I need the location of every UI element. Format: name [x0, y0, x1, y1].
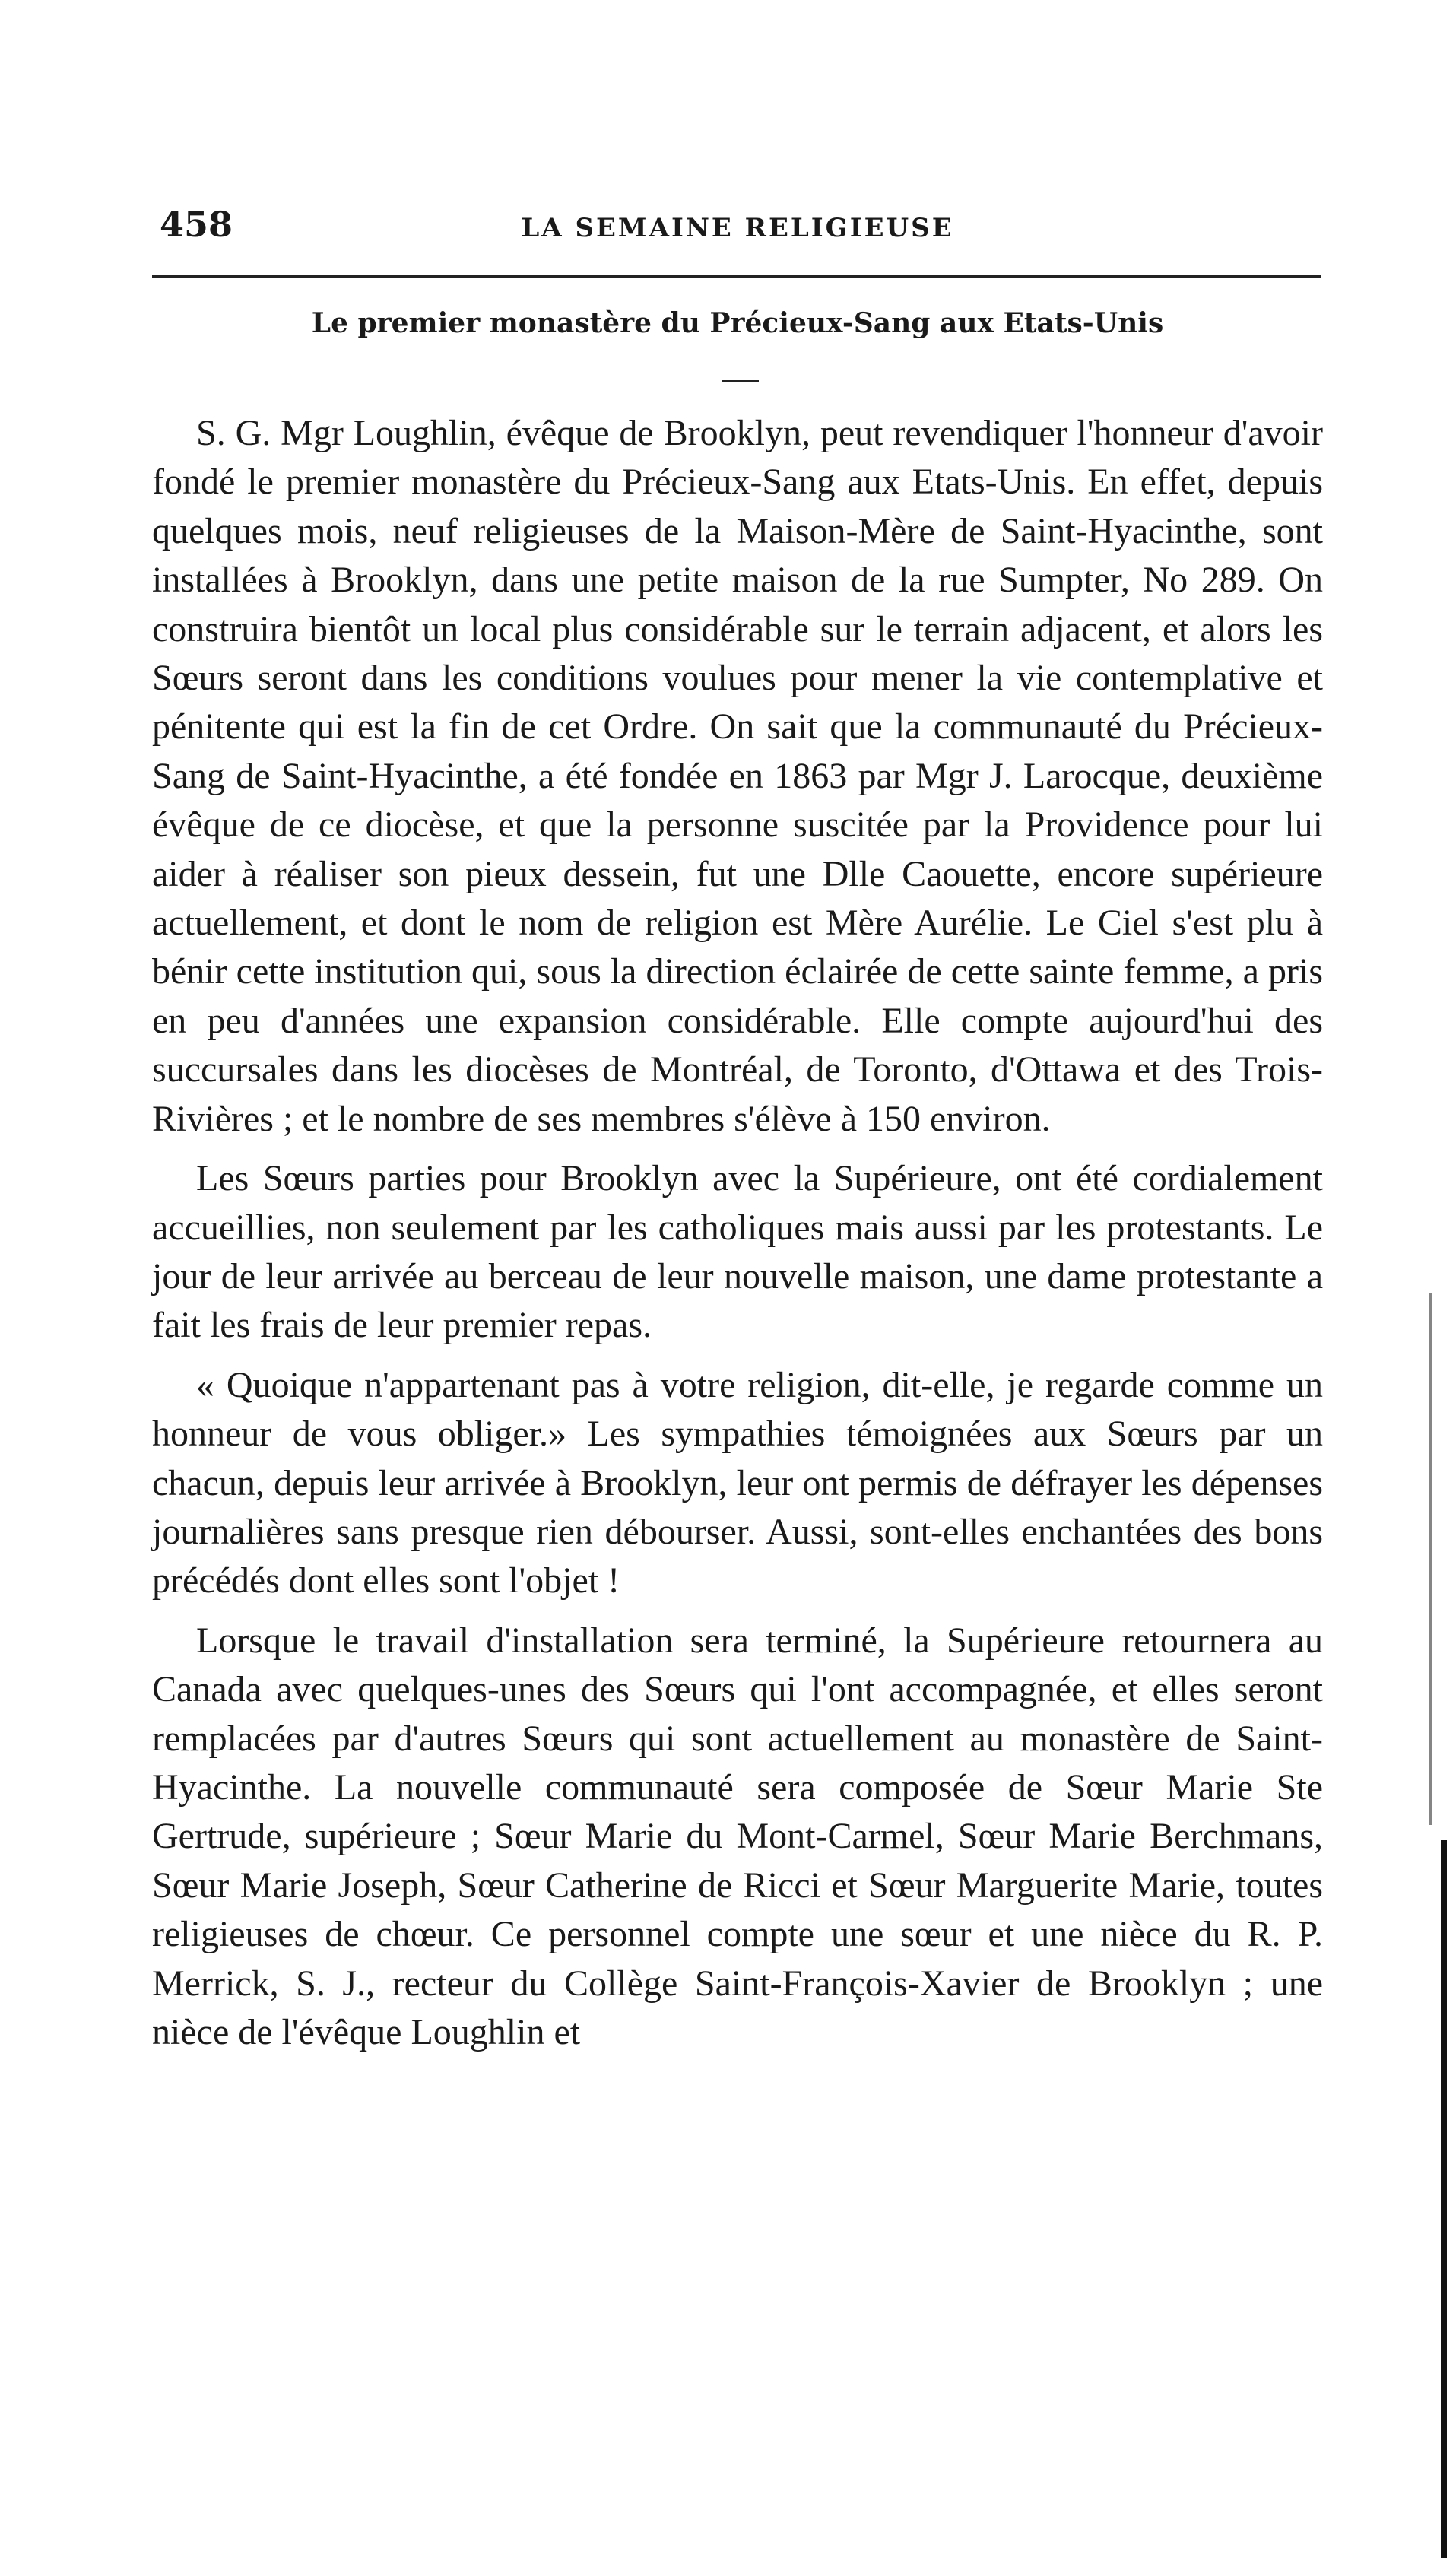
header-rule	[152, 275, 1321, 278]
page-number: 458	[160, 204, 233, 245]
page-header	[152, 204, 1323, 257]
scan-shadow-edge	[1441, 1840, 1447, 2558]
paragraph: S. G. Mgr Loughlin, évêque de Brooklyn, peut revendiquer l'honneur d'avoir fondé le premier monastère du Précieux-Sang aux Etats-Unis. En effet, depuis quelques mois, neuf religieuses de la Maison-Mère de Saint-Hyacinthe, sont installées à Brooklyn, dans une petite maison de la rue Sumpter, No 289. On construira bientôt un local plus considérable sur le terrain adjacent, et alors les Sœurs seront dans les conditions voulues pour mener la vie contemplative et pénitente qui est la fin de cet Ordre. On sait que la communauté du Précieux-Sang de Saint-Hyacinthe, a été fondée en 1863 par Mgr J. Larocque, deuxième évêque de ce diocèse, et que la personne suscitée par la Providence pour lui aider à réaliser son pieux dessein, fut une Dlle Caouette, encore supérieure actuellement, et dont le nom de religion est Mère Aurélie. Le Ciel s'est plu à bénir cette institution qui, sous la direction éclairée de cette sainte femme, a pris en peu d'années une expansion considérable. Elle compte aujourd'hui des succursales dans les diocèses de Montréal, de Toronto, d'Ottawa et des Trois-Rivières ; et le nombre de ses membres s'élève à 150 environ.	[152, 413, 1323, 1139]
scan-shadow-thin	[1429, 1293, 1432, 1825]
article-title: Le premier monastère du Précieux-Sang aux Etats-Unis	[311, 307, 1164, 339]
paragraph: Les Sœurs parties pour Brooklyn avec la Supérieure, ont été cordialement accueillies, non seulement par les catholiques mais aussi par les protestants. Le jour de leur arrivée au berceau de leur nouvelle maison, une dame protestante a fait les frais de leur premier repas.	[152, 1158, 1323, 1346]
paragraph: « Quoique n'appartenant pas à votre religion, dit-elle, je regarde comme un honneur de vous obliger.» Les sympathies témoignées aux Sœurs par un chacun, depuis leur arrivée à Brooklyn, leur ont permis de défrayer les dépenses journalières sans presque rien débourser. Aussi, sont-elles enchantées des bons précédés dont elles sont l'objet !	[152, 1364, 1323, 1601]
article-body	[152, 409, 1323, 2057]
title-ornament-dash	[722, 380, 759, 382]
paragraph: Lorsque le travail d'installation sera terminé, la Supérieure retournera au Canada avec quelques-unes des Sœurs qui l'ont accompagnée, et elles seront remplacées par d'autres Sœurs qui sont actuellement au monastère de Saint-Hyacinthe. La nouvelle communauté sera composée de Sœur Marie Ste Gertrude, supérieure ; Sœur Marie du Mont-Carmel, Sœur Marie Berchmans, Sœur Marie Joseph, Sœur Catherine de Ricci et Sœur Marguerite Marie, toutes religieuses de chœur. Ce personnel compte une sœur et une nièce du R. P. Merrick, S. J., recteur du Collège Saint-François-Xavier de Brooklyn ; une nièce de l'évêque Loughlin et	[152, 1620, 1323, 2052]
running-head: LA SEMAINE RELIGIEUSE	[521, 213, 954, 243]
